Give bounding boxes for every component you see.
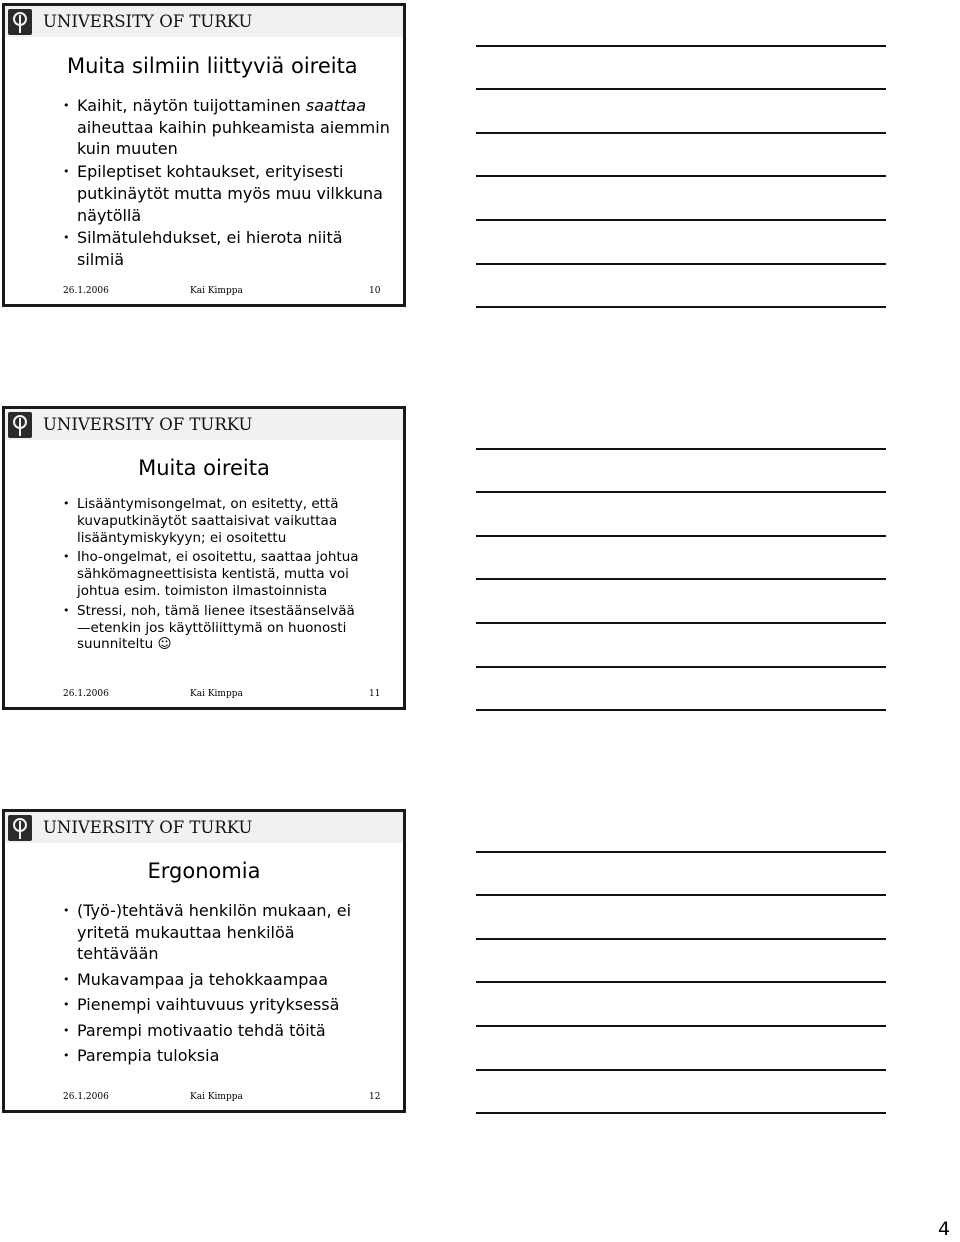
footer-author: Kai Kimppa <box>190 286 243 296</box>
note-line <box>476 219 886 221</box>
bullet-item: • Parempia tuloksia <box>63 1046 220 1065</box>
slide-11 <box>2 406 406 710</box>
note-line <box>476 1025 886 1027</box>
bullet-dot: • <box>63 165 70 179</box>
bullet-item: • (Työ-)tehtävä henkilön mukaan, ei yritetä mukauttaa henkilöä tehtävään <box>63 901 352 963</box>
note-line <box>476 535 886 537</box>
bullet-dot: • <box>63 550 70 564</box>
footer-date: 26.1.2006 <box>63 689 109 699</box>
footer-author: Kai Kimppa <box>190 1092 243 1102</box>
note-line <box>476 175 886 177</box>
bullet-item: • Lisääntymisongelmat, on esitetty, että kuvaputkinäytöt saattaisivat vaikuttaa lisääntymiskykyyn; ei osoitettu <box>63 496 339 546</box>
note-line <box>476 263 886 265</box>
bullet-item: • Epileptiset kohtaukset, erityisesti putkinäytöt mutta myös muu vilkkuna näytöllä <box>63 162 383 225</box>
bullet-item: • Silmätulehdukset, ei hierota niitä silmiä <box>63 228 343 269</box>
bullet-list <box>63 95 393 272</box>
slide-title: Ergonomia <box>147 859 261 883</box>
university-name: UNIVERSITY OF TURKU <box>43 12 253 31</box>
university-name: UNIVERSITY OF TURKU <box>43 818 253 837</box>
bullet-dot: • <box>63 603 70 617</box>
bullet-item: • Mukavampaa ja tehokkaampaa <box>63 969 329 989</box>
emphasis-text: saattaa <box>305 96 366 115</box>
bullet-dot: • <box>63 972 70 986</box>
university-logo-icon <box>8 815 32 841</box>
bullet-item: • Pienempi vaihtuvuus yrityksessä <box>63 995 340 1014</box>
slide-10 <box>2 3 406 307</box>
slide-number: 10 <box>369 286 381 296</box>
note-line <box>476 894 886 896</box>
note-line <box>476 306 886 308</box>
page-number: 4 <box>938 1218 951 1240</box>
bullet-dot: • <box>63 1023 70 1037</box>
footer-date: 26.1.2006 <box>63 1092 109 1102</box>
bullet-item: • Parempi motivaatio tehdä töitä <box>63 1020 326 1040</box>
note-line <box>476 45 886 47</box>
slide-header <box>5 409 403 440</box>
note-line <box>476 666 886 668</box>
footer-date: 26.1.2006 <box>63 286 109 296</box>
note-line <box>476 851 886 853</box>
note-line <box>476 1112 886 1114</box>
slide-title: Muita oireita <box>138 456 270 480</box>
note-line <box>476 622 886 624</box>
note-line <box>476 132 886 134</box>
slide-number: 12 <box>369 1092 381 1102</box>
bullet-dot: • <box>63 497 70 510</box>
note-line <box>476 491 886 493</box>
university-logo-icon <box>8 412 32 438</box>
bullet-dot: • <box>63 231 70 245</box>
university-name: UNIVERSITY OF TURKU <box>43 415 253 434</box>
note-line <box>476 1069 886 1071</box>
slide-number: 11 <box>369 689 381 699</box>
bullet-item: • Kaihit, näytön tuijottaminen saattaa aiheuttaa kaihin puhkeamista aiemmin kuin muuten <box>63 96 390 159</box>
bullet-dot: • <box>63 904 70 917</box>
note-line <box>476 981 886 983</box>
slide-12 <box>2 809 406 1113</box>
slide-header <box>5 6 403 37</box>
footer-author: Kai Kimppa <box>190 689 243 699</box>
note-line <box>476 88 886 90</box>
note-line <box>476 709 886 711</box>
university-logo-icon <box>8 9 32 35</box>
note-line <box>476 938 886 940</box>
bullet-dot: • <box>63 1049 70 1062</box>
bullet-item: • Iho-ongelmat, ei osoitettu, saattaa johtua sähkömagneettisista kentistä, mutta voi johtua esim. toimiston ilmastoinnista <box>63 549 359 599</box>
slide-header <box>5 812 403 843</box>
note-line <box>476 578 886 580</box>
bullet-list <box>63 900 363 1071</box>
bullet-dot: • <box>63 99 70 112</box>
note-line <box>476 448 886 450</box>
bullet-list <box>63 496 363 656</box>
bullet-dot: • <box>63 998 70 1011</box>
slide-title: Muita silmiin liittyviä oireita <box>67 54 358 78</box>
bullet-item: • Stressi, noh, tämä lienee itsestäänselvää—etenkin jos käyttöliittymä on huonosti suunniteltu ☺ <box>63 602 355 653</box>
